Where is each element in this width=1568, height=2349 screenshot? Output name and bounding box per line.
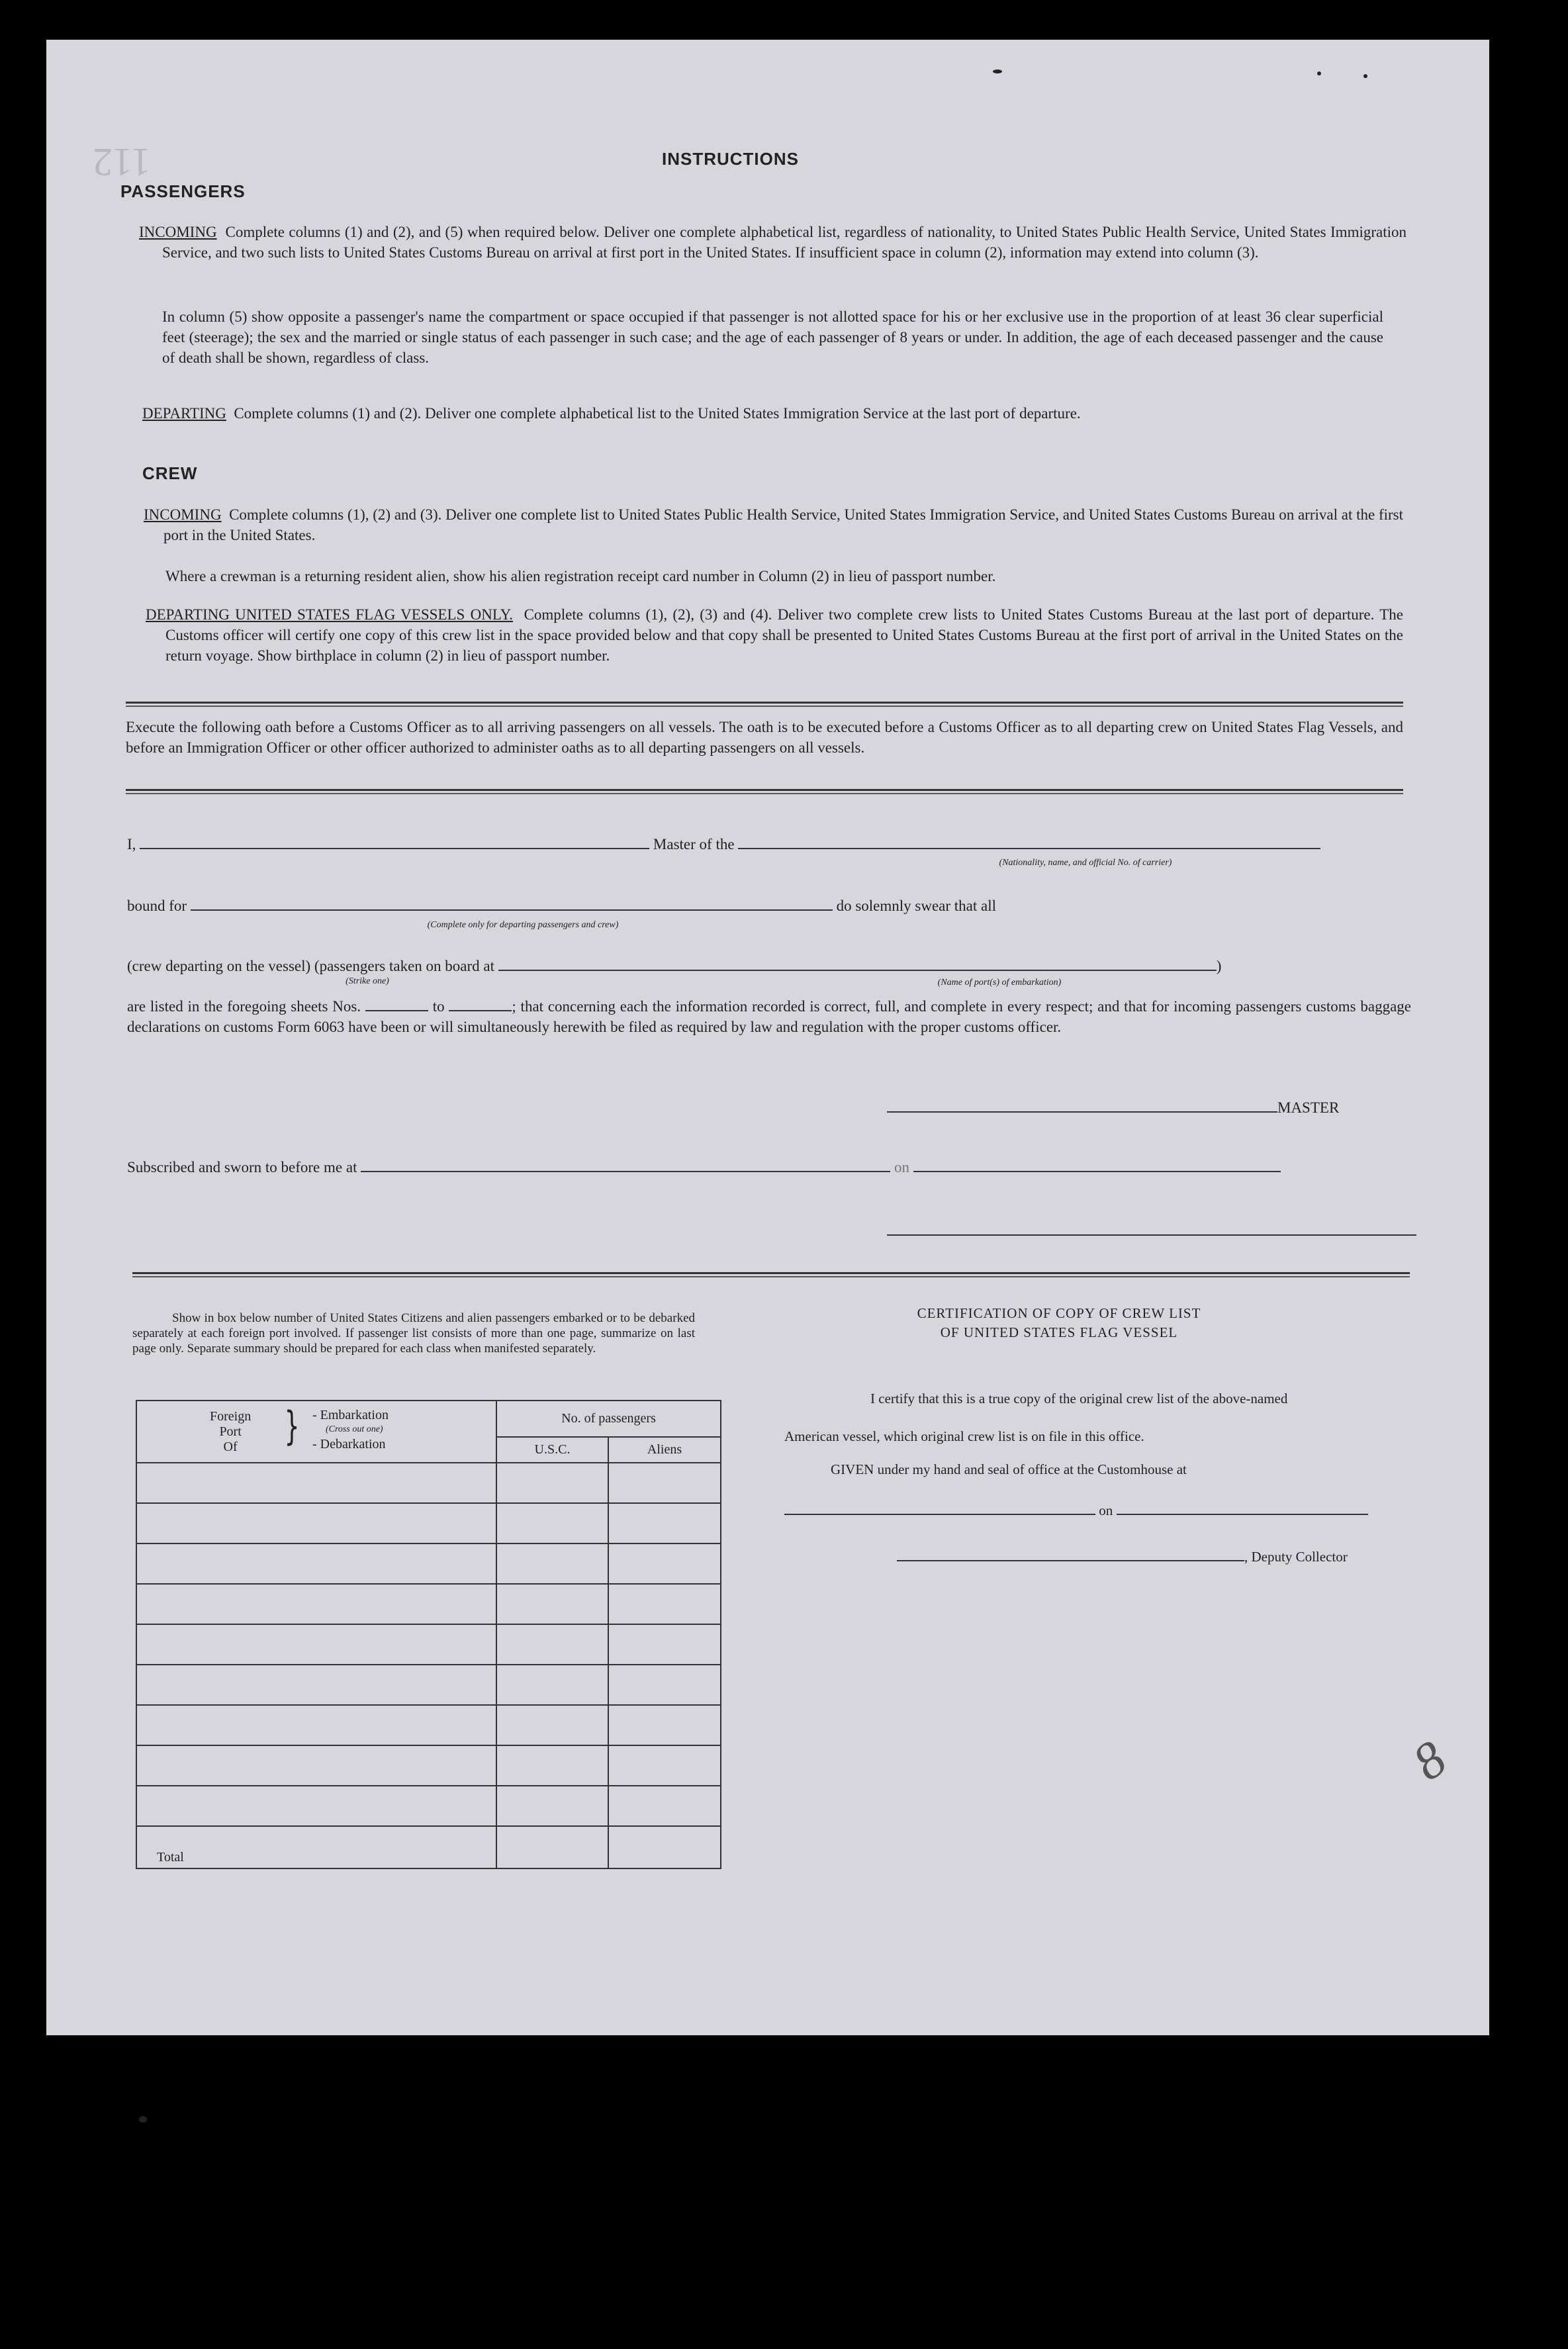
aliens-header: Aliens (608, 1437, 721, 1463)
table-row (136, 1584, 721, 1624)
brace-icon: } (284, 1403, 300, 1450)
cross-out-caption: (Cross out one) (326, 1424, 383, 1434)
strike-caption: (Strike one) (346, 976, 389, 986)
oath-line-4 (127, 996, 1411, 1037)
form-sheet (46, 40, 1489, 2035)
divider (132, 1272, 1410, 1277)
page-number: 112 (93, 140, 151, 184)
listed-b: ; that concerning each the information recorded is correct, full, and complete in every respect; and that for incoming passengers customs baggage declarations on customs Form 6063 have been or will simultaneously herewith be filed as required by law and regulation with the proper customs officer. (127, 998, 1411, 1035)
aliens-cell[interactable] (608, 1665, 721, 1705)
table-row (136, 1745, 721, 1786)
usc-cell[interactable] (496, 1584, 608, 1624)
aliens-cell[interactable] (608, 1705, 721, 1745)
master-signature (887, 1097, 1339, 1118)
port-label: Port (219, 1424, 242, 1439)
oath-line-3 (127, 956, 1411, 976)
master-signature-field[interactable] (887, 1111, 1277, 1113)
aliens-cell[interactable] (608, 1745, 721, 1786)
certification-line-2: American vessel, which original crew list is on file in this office. (784, 1428, 1144, 1444)
certification-place-line (784, 1502, 1368, 1519)
embarkation-port-field[interactable] (498, 970, 1217, 971)
certification-title-1: CERTIFICATION OF COPY OF CREW LIST (917, 1305, 1201, 1321)
carrier-field[interactable] (738, 848, 1320, 849)
port-cell[interactable] (136, 1584, 496, 1624)
usc-cell[interactable] (496, 1665, 608, 1705)
certification-line-1: I certify that this is a true copy of the original crew list of the above-named (870, 1391, 1288, 1406)
departing-label: DEPARTING (142, 405, 226, 422)
sworn-place-field[interactable] (361, 1171, 890, 1172)
port-caption: (Name of port(s) of embarkation) (937, 978, 1062, 988)
bound-for-label: bound for (127, 898, 187, 914)
master-name-field[interactable] (140, 848, 649, 849)
foreign-label: Foreign (210, 1409, 252, 1424)
port-cell[interactable] (136, 1624, 496, 1665)
divider (126, 702, 1403, 707)
scan-speck (993, 69, 1002, 73)
sheet-to-field[interactable] (449, 1010, 512, 1011)
on-label: on (894, 1159, 909, 1175)
certification-title-2: OF UNITED STATES FLAG VESSEL (940, 1324, 1178, 1340)
table-row (136, 1786, 721, 1826)
aliens-cell[interactable] (608, 1543, 721, 1584)
cert-on-label: on (1099, 1502, 1113, 1518)
sworn-date-field[interactable] (913, 1171, 1281, 1172)
port-cell[interactable] (136, 1745, 496, 1786)
master-label: MASTER (1277, 1099, 1340, 1116)
customhouse-field[interactable] (784, 1514, 1095, 1515)
table-row (136, 1463, 721, 1503)
nationality-caption: (Nationality, name, and official No. of carrier) (999, 858, 1172, 868)
port-cell[interactable] (136, 1543, 496, 1584)
cert-date-field[interactable] (1117, 1514, 1368, 1515)
passengers-heading: PASSENGERS (120, 181, 246, 201)
aliens-cell[interactable] (608, 1624, 721, 1665)
port-header-cell (136, 1401, 496, 1463)
deputy-collector-line (897, 1549, 1348, 1565)
incoming-text: Complete columns (1) and (2), and (5) when required below. Deliver one complete alphabetical list, regardless of nationality, to United States Public Health Service, United States Immigration Service, and two such lists to United States Customs Bureau on arrival at first port in the United States. If insufficient space in column (2), information may extend into column (3). (162, 224, 1407, 261)
summary-note: Show in box below number of United States Citizens and alien passengers embarked or to be debarked separately at each foreign port involved. If passenger list consists of more than one page, summarize on last page only. Separate summary should be prepared for each class when manifested separately. (132, 1311, 695, 1356)
divider (126, 789, 1403, 794)
no-passengers-header: No. of passengers (496, 1401, 721, 1437)
table-row (136, 1543, 721, 1584)
crew-incoming-label: INCOMING (144, 506, 222, 523)
aliens-cell[interactable] (608, 1786, 721, 1826)
usc-cell[interactable] (496, 1745, 608, 1786)
deputy-label: , Deputy Collector (1244, 1549, 1348, 1565)
embarkation-label: - Embarkation (312, 1408, 389, 1422)
aliens-total-cell[interactable] (608, 1826, 721, 1868)
debarkation-label: - Debarkation (312, 1437, 386, 1451)
summary-table (136, 1400, 721, 1869)
instructions-title: INSTRUCTIONS (662, 149, 799, 169)
crew-departing-label: DEPARTING UNITED STATES FLAG VESSELS ONLY. (146, 606, 513, 623)
crew-heading: CREW (142, 463, 198, 483)
of-label: Of (223, 1440, 238, 1454)
crew-departing-option: (crew departing on the vessel) (passengers taken on board at (127, 958, 494, 974)
usc-cell[interactable] (496, 1786, 608, 1826)
scan-speck (1363, 74, 1367, 78)
table-row (136, 1705, 721, 1745)
total-row (136, 1826, 721, 1868)
port-cell[interactable] (136, 1665, 496, 1705)
listed-a: are listed in the foregoing sheets Nos. (127, 998, 361, 1015)
table-row (136, 1665, 721, 1705)
deputy-signature-field[interactable] (897, 1560, 1244, 1561)
swear-label: do solemnly swear that all (836, 898, 997, 914)
crew-incoming (144, 504, 1403, 545)
aliens-cell[interactable] (608, 1584, 721, 1624)
usc-cell[interactable] (496, 1503, 608, 1543)
usc-cell[interactable] (496, 1705, 608, 1745)
aliens-cell[interactable] (608, 1463, 721, 1503)
usc-cell[interactable] (496, 1543, 608, 1584)
column5-note: In column (5) show opposite a passenger's name the compartment or space occupied if that passenger is not allotted space for his or her exclusive use in the proportion of at least 36 clear superficial feet (steerage); the sex and the married or single status of each passenger in such case; and the age of each passenger of 8 years or under. In addition, the age of each deceased passenger and the cause of death shall be shown, regardless of class. (162, 308, 1383, 366)
oath-line-1 (127, 834, 1411, 854)
incoming-label: INCOMING (139, 224, 217, 240)
master-of-the-label: Master of the (653, 836, 735, 852)
crew-departing-text: Complete columns (1), (2), (3) and (4). Deliver two complete crew lists to United States Customs Bureau at the last port of departure. The Customs officer will certify one copy of this crew list in the space provided below and that copy shall be presented to United States Customs Bureau at the first port of arrival in the United States on the return voyage. Show birthplace in column (2) in lieu of passport number. (165, 606, 1404, 664)
scan-speck (139, 2116, 147, 2123)
usc-header: U.S.C. (496, 1437, 608, 1463)
officer-signature-field[interactable] (887, 1234, 1416, 1236)
port-cell[interactable] (136, 1705, 496, 1745)
oath-line-2 (127, 896, 1411, 916)
crew-departing (146, 604, 1403, 666)
total-label: Total (136, 1826, 496, 1868)
passengers-incoming (139, 222, 1407, 263)
complete-caption: (Complete only for departing passengers and crew) (427, 920, 619, 930)
subscribed-label: Subscribed and sworn to before me at (127, 1159, 357, 1175)
sheet-from-field[interactable] (365, 1010, 428, 1011)
port-cell[interactable] (136, 1463, 496, 1503)
usc-cell[interactable] (496, 1463, 608, 1503)
oath-intro: Execute the following oath before a Customs Officer as to all arriving passengers on all vessels. The oath is to be executed before a Customs Officer as to all departing crew on United States Flag Vessels, and before an Immigration Officer or other officer authorized to administer oaths as to all departing passengers on all vessels. (126, 719, 1403, 756)
table-row (136, 1624, 721, 1665)
close-paren: ) (1216, 958, 1222, 974)
certification-line-3: GIVEN under my hand and seal of office at the Customhouse at (831, 1461, 1187, 1477)
departing-text: Complete columns (1) and (2). Deliver one complete alphabetical list to the United States Immigration Service at the last port of departure. (234, 405, 1081, 422)
passengers-departing (142, 403, 1403, 424)
crew-incoming-text: Complete columns (1), (2) and (3). Deliver one complete list to United States Public Health Service, United States Immigration Service, and United States Customs Bureau on arrival at the first port in the United States. (163, 506, 1403, 543)
table-row (136, 1503, 721, 1543)
port-cell[interactable] (136, 1786, 496, 1826)
oath-i: I, (127, 836, 136, 852)
to-label: to (432, 998, 445, 1015)
aliens-cell[interactable] (608, 1503, 721, 1543)
usc-cell[interactable] (496, 1624, 608, 1665)
scan-speck (1317, 71, 1321, 75)
handwritten-mark: 8 (1402, 1729, 1457, 1792)
bound-for-field[interactable] (191, 909, 833, 911)
usc-total-cell[interactable] (496, 1826, 608, 1868)
port-cell[interactable] (136, 1503, 496, 1543)
resident-alien-note: Where a crewman is a returning resident alien, show his alien registration receipt card number in Column (2) in lieu of passport number. (165, 568, 996, 584)
subscribed-line (127, 1157, 1418, 1177)
